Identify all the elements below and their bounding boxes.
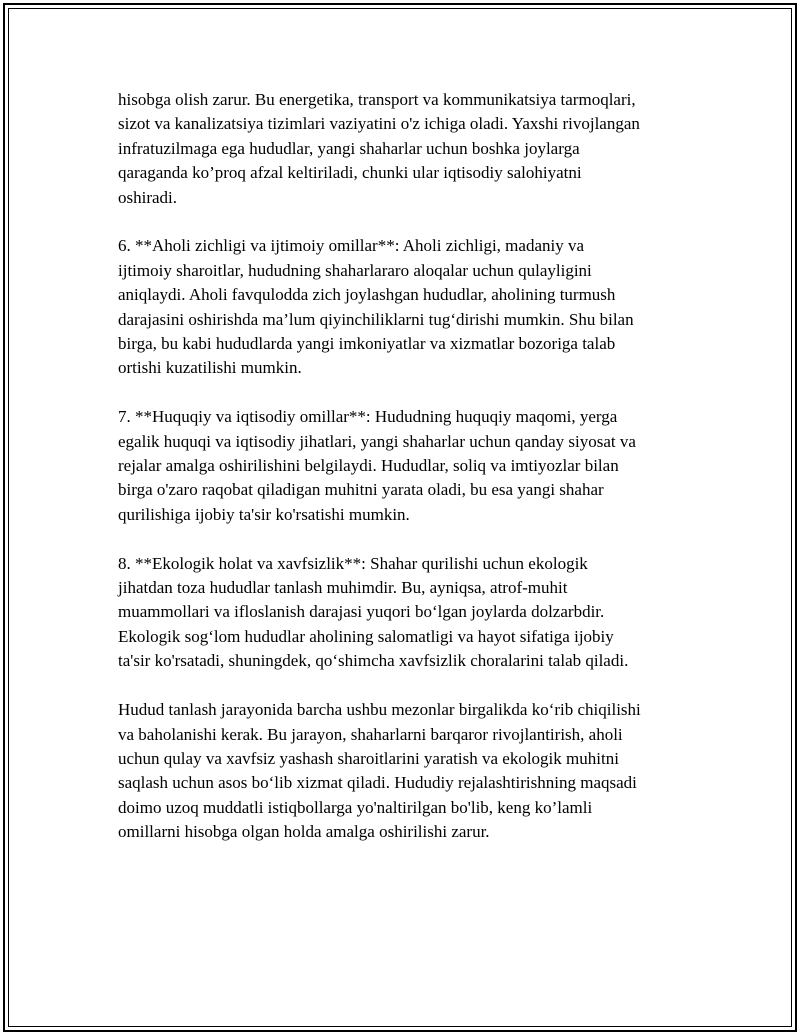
text-line: oshiradi.	[118, 187, 178, 207]
text-line: saqlash uchun asos bo‘lib xizmat qiladi. Hududiy rejalashtirishning maqsadi	[118, 773, 637, 793]
text-line: ortishi kuzatilishi mumkin.	[118, 358, 302, 378]
paragraph-ecology-safety	[118, 552, 698, 674]
text-line: va baholanishi kerak. Bu jarayon, shaharlarni barqaror rivojlantirish, aholi	[118, 724, 623, 744]
paragraph-infrastructure	[118, 88, 698, 210]
text-line: doimo uzoq muddatli istiqbollarga yo'naltirilgan bo'lib, keng ko’lamli	[118, 797, 593, 817]
text-line: sizot va kanalizatsiya tizimlari vaziyatini o'z ichiga oladi. Yaxshi rivojlangan	[118, 114, 640, 134]
text-line: uchun qulay va xavfsiz yashash sharoitlarini yaratish va ekologik muhitni	[118, 748, 619, 768]
text-line: qaraganda ko’proq afzal keltiriladi, chunki ular iqtisodiy salohiyatni	[118, 163, 582, 183]
text-line: egalik huquqi va iqtisodiy jihatlari, yangi shaharlar uchun qanday siyosat va	[118, 431, 636, 451]
text-line: birga, bu kabi hududlarda yangi imkoniyatlar va xizmatlar bozoriga talab	[118, 334, 616, 354]
text-line: darajasini oshirishda ma’lum qiyinchiliklarni tug‘dirishi mumkin. Shu bilan	[118, 309, 634, 329]
document-body	[118, 88, 698, 869]
paragraph-legal-economic	[118, 405, 698, 527]
text-line: Ekologik sog‘lom hududlar aholining salomatligi va hayot sifatiga ijobiy	[118, 626, 614, 646]
text-line: aniqlaydi. Aholi favqulodda zich joylashgan hududlar, aholining turmush	[118, 285, 616, 305]
text-line: ta'sir ko'rsatadi, shuningdek, qo‘shimcha xavfsizlik choralarini talab qiladi.	[118, 651, 629, 671]
text-line: Hudud tanlash jarayonida barcha ushbu mezonlar birgalikda ko‘rib chiqilishi	[118, 700, 641, 720]
text-line: jihatdan toza hududlar tanlash muhimdir. Bu, ayniqsa, atrof-muhit	[118, 578, 568, 598]
text-line: infratuzilmaga ega hududlar, yangi shaharlar uchun boshka joylarga	[118, 138, 580, 158]
text-line: omillarni hisobga olgan holda amalga oshirilishi zarur.	[118, 822, 490, 842]
text-line: ijtimoiy sharoitlar, hududning shaharlararo aloqalar uchun qulayligini	[118, 260, 592, 280]
text-line: muammollari va ifloslanish darajasi yuqori bo‘lgan joylarda dolzarbdir.	[118, 602, 605, 622]
text-line: rejalar amalga oshirilishini belgilaydi. Hududlar, soliq va imtiyozlar bilan	[118, 456, 619, 476]
text-line: 7. **Huquqiy va iqtisodiy omillar**: Hududning huquqiy maqomi, yerga	[118, 407, 618, 427]
paragraph-population-density	[118, 234, 698, 380]
text-line: 6. **Aholi zichligi va ijtimoiy omillar**: Aholi zichligi, madaniy va	[118, 236, 585, 256]
paragraph-conclusion	[118, 698, 698, 844]
text-line: birga o'zaro raqobat qiladigan muhitni yarata oladi, bu esa yangi shahar	[118, 480, 604, 500]
text-line: hisobga olish zarur. Bu energetika, transport va kommunikatsiya tarmoqlari,	[118, 90, 636, 109]
text-line: 8. **Ekologik holat va xavfsizlik**: Shahar qurilishi uchun ekologik	[118, 553, 588, 573]
text-line: qurilishiga ijobiy ta'sir ko'rsatishi mumkin.	[118, 504, 410, 524]
